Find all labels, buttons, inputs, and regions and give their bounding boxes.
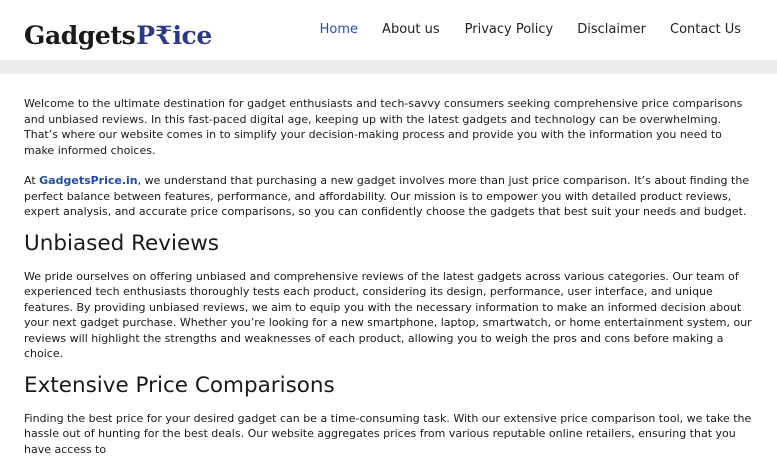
mission-paragraph bbox=[24, 173, 752, 220]
brand-link[interactable]: GadgetsPrice.in bbox=[39, 174, 137, 187]
mission-text: , we understand that purchasing a new gadget involves more than just price comparison. It’s about finding the perfect balance between features, performance, and affordability. Our mission is to empower you with detailed product reviews, expert analysis, and accurate price comparisons, so you can confidently choose the gadgets that best suit your needs and budget. bbox=[24, 174, 749, 218]
logo-text-gadgets: Gadgets bbox=[24, 23, 135, 48]
nav-contact-link[interactable]: Contact Us bbox=[670, 22, 741, 38]
heading-price-comparisons: Extensive Price Comparisons bbox=[24, 373, 752, 399]
main-content bbox=[24, 96, 752, 457]
site-header bbox=[0, 0, 777, 60]
logo-text-ice: ice bbox=[172, 23, 211, 48]
mission-prefix: At bbox=[24, 174, 39, 187]
heading-unbiased-reviews: Unbiased Reviews bbox=[24, 231, 752, 257]
reviews-paragraph: We pride ourselves on offering unbiased and comprehensive reviews of the latest gadgets across various categories. Our team of experienced tech enthusiasts thoroughly tests each product, considering its design, performance, user interface, and unique features. By providing unbiased reviews, we aim to equip you with the necessary information to make an informed decision about your next gadget purchase. Whether you’re looking for a new smartphone, laptop, smartwatch, or home entertainment system, our reviews will highlight the strengths and weaknesses of each product, allowing you to weigh the pros and cons before making a choice. bbox=[24, 269, 752, 362]
nav-about-link[interactable]: About us bbox=[382, 22, 440, 38]
logo-text-rupee: P₹ bbox=[136, 23, 172, 48]
main-nav bbox=[320, 22, 741, 38]
site-logo[interactable] bbox=[24, 14, 212, 48]
nav-home-link[interactable]: Home bbox=[320, 22, 358, 38]
header-divider-band bbox=[0, 60, 777, 74]
prices-paragraph: Finding the best price for your desired gadget can be a time-consuming task. With our extensive price comparison tool, we take the hassle out of hunting for the best deals. Our website aggregates prices from various reputable online retailers, ensuring that you have access to bbox=[24, 411, 752, 457]
intro-paragraph: Welcome to the ultimate destination for gadget enthusiasts and tech-savvy consumers seeking comprehensive price comparisons and unbiased reviews. In this fast-paced digital age, keeping up with the latest gadgets and technology can be overwhelming. That’s where our website comes in to simplify your decision-making process and provide you with the information you need to make informed choices. bbox=[24, 96, 752, 158]
nav-disclaimer-link[interactable]: Disclaimer bbox=[577, 22, 646, 38]
nav-privacy-link[interactable]: Privacy Policy bbox=[465, 22, 554, 38]
